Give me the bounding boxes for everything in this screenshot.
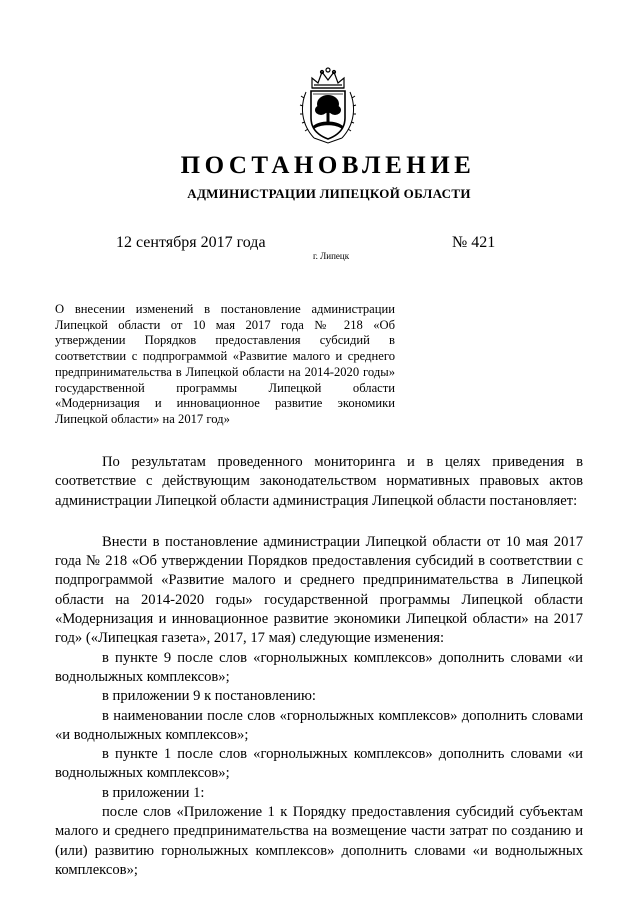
body-paragraph: в приложении 1: <box>102 784 205 801</box>
document-date: 12 сентября 2017 года <box>116 234 266 251</box>
document-summary: О внесении изменений в постановление администрации Липецкой области от 10 мая 2017 года № 218 «Об утверждении Порядков предоставления субсидий в соответствии с подпрограммой «Развитие малого и среднего предпринимательства в Липецкой области на 2014-2020 годы» государственной программы Липецкой области «Модернизация и инновационное развитие экономики Липецкой области» на 2017 год» <box>55 302 395 426</box>
body-paragraph: в приложении 9 к постановлению: <box>102 688 316 705</box>
body-paragraph: Внести в постановление администрации Липецкой области от 10 мая 2017 года № 218 «Об утверждении Порядков предоставления субсидий в соответствии с подпрограммой «Развитие малого и среднего предпринимательства в Липецкой области на 2014-2020 годы» государственной программы Липецкой области «Модернизация и инновационное развитие экономики Липецкой области» на 2017 год» («Липецкая газета», 2017, 17 мая) следующие изменения: <box>55 533 583 647</box>
coat-of-arms-icon <box>298 66 358 146</box>
body-paragraph: в пункте 1 после слов «горнолыжных комплексов» дополнить словами «и воднолыжных комплексов»; <box>55 746 583 782</box>
issuing-authority: АДМИНИСТРАЦИИ ЛИПЕЦКОЙ ОБЛАСТИ <box>187 186 471 201</box>
document-body <box>55 453 583 880</box>
preamble-paragraph: По результатам проведенного мониторинга и в целях приведения в соответствие с действующим законодательством нормативных правовых актов администрации Липецкой области администрация Липецкой области постановляет: <box>55 454 583 509</box>
body-paragraph: в наименовании после слов «горнолыжных комплексов» дополнить словами «и воднолыжных комплексов»; <box>55 707 583 743</box>
body-paragraph: в пункте 9 после слов «горнолыжных комплексов» дополнить словами «и воднолыжных комплексов»; <box>55 649 583 685</box>
body-paragraph: после слов «Приложение 1 к Порядку предоставления субсидий субъектам малого и среднего предпринимательства на возмещение части затрат по созданию и (или) развитию горнолыжных комплексов» дополнить словами «и воднолыжных комплексов»; <box>55 804 583 878</box>
document-city: г. Липецк <box>313 251 350 261</box>
document-number: № 421 <box>452 234 496 251</box>
document-title: ПОСТАНОВЛЕНИЕ <box>180 152 476 179</box>
